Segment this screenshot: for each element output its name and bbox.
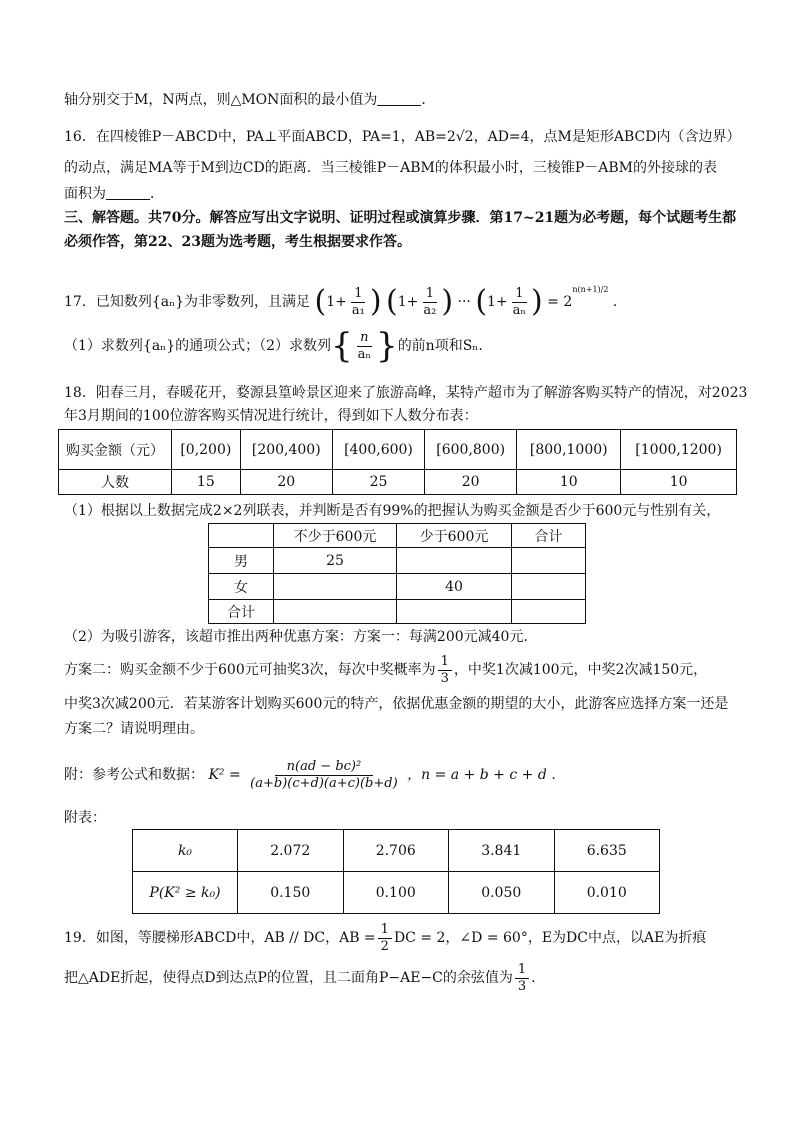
problem-18-q1: （1）根据以上数据完成2×2列联表，并判断是否有99%的把握认为购买金额是否少于600元与性别有关， — [64, 503, 721, 519]
table-row: 女 40 — [209, 574, 586, 600]
critical-value-table — [132, 829, 660, 914]
contingency-table — [208, 523, 586, 624]
table-row: 男 25 — [209, 548, 586, 574]
fraction: $\frac{1}{\text{a₁}}$ — [351, 285, 365, 318]
problem-19-line-2: 把△ADE折起，使得点D到达点P的位置，且二面角P−AE−C的余弦值为 $\frac{1}{3}$ . — [64, 961, 536, 994]
problem-18-line-1: 18．阳春三月，春暖花开，婺源县篁岭景区迎来了旅游高峰，某特产超市为了解游客购买特产的情况，对2023 — [64, 385, 748, 401]
fraction: $\frac{1}{3}$ — [515, 962, 529, 995]
appendix-table-label: 附表： — [64, 810, 106, 826]
problem-18-line-2: 年3月期间的100位游客购买情况进行统计，得到如下人数分布表： — [64, 408, 478, 424]
problem-18-plan2-line-3: 方案二？请说明理由。 — [64, 721, 204, 737]
table-row: 不少于600元 少于600元 合计 — [209, 524, 586, 548]
reference-formula: 附：参考公式和数据： K² = $\frac{\text{n(ad − bc)²}}{(a+b)(c+d)(a+c)(b+d)}$ ，n = a + b + c + d ． — [64, 758, 566, 791]
fraction: $\frac{1}{\text{aₙ}}$ — [512, 285, 527, 318]
answer-blank[interactable] — [377, 91, 421, 106]
fraction: $\frac{1}{3}$ — [438, 654, 452, 687]
purchase-distribution-table — [58, 429, 737, 495]
problem-16-line-2: 的动点，满足MA等于M到边CD的距离．当三棱锥P－ABM的体积最小时，三棱锥P－ABM的外接球的表 — [64, 160, 718, 176]
fraction: $\frac{1}{2}$ — [378, 922, 392, 955]
table-row: k₀ 2.072 2.706 3.841 6.635 — [133, 830, 660, 872]
problem-16-line-3: 面积为 ． — [64, 186, 164, 202]
fraction: $\frac{\text{n(ad − bc)²}}{(a+b)(c+d)(a+c)(b+d)}$ — [250, 758, 398, 791]
problem-16-line-1: 16．在四棱锥P－ABCD中，PA⊥平面ABCD，PA=1，AB=2√2，AD=4，点M是矩形ABCD内（含边界） — [64, 129, 741, 145]
table-row: 人数 15 20 25 20 10 10 — [59, 470, 737, 495]
problem-15-tail: 轴分别交于M，N两点，则△MON面积的最小值为 ． — [64, 92, 436, 108]
table-row: P(K² ≥ k₀) 0.150 0.100 0.050 0.010 — [133, 872, 660, 914]
answer-blank[interactable] — [106, 185, 150, 200]
table-row: 合计 — [209, 600, 586, 624]
fraction: $\frac{n}{\text{aₙ}}$ — [357, 329, 372, 362]
problem-19-line-1: 19．如图，等腰梯形ABCD中，AB // DC，AB = $\frac{1}{2}$ DC = 2，∠D = 60°，E为DC中点，以AE为折痕 — [64, 921, 707, 954]
section-3-heading-line-1: 三、解答题。共70分。解答应写出文字说明、证明过程或演算步骤．第17~21题为必考题，每个试题考生都 — [64, 210, 737, 226]
fraction: $\frac{1}{\text{a₂}}$ — [423, 285, 437, 318]
problem-17-statement: 17．已知数列{aₙ}为非零数列，且满足 (1+ $\frac{1}{\text{a₁}}$ ) (1+ $\frac{1}{\text{a₂}}$ ) ··· (1+ $\frac{1}{\text{aₙ}}$ ) = $2^{n(n+1)/2}$ . — [64, 284, 618, 319]
problem-18-plan2-line-2: 中奖3次减200元．若某游客计划购买600元的特产，依据优惠金额的期望的大小，此游客应选择方案一还是 — [64, 696, 729, 712]
problem-18-plan2-line-1: 方案二：购买金额不少于600元可抽奖3次，每次中奖概率为 $\frac{1}{3}$ ，中奖1次减100元，中奖2次减150元， — [64, 653, 708, 686]
section-3-heading-line-2: 必须作答，第22、23题为选考题，考生根据要求作答。 — [64, 234, 411, 250]
problem-17-questions: （1）求数列{aₙ}的通项公式；（2）求数列{ $\frac{n}{\text{aₙ}}$ }的前n项和Sₙ． — [64, 326, 493, 366]
table-row: 购买金额（元） [0,200) [200,400) [400,600) [600,800) [800,1000) [1000,1200) — [59, 430, 737, 470]
problem-18-q2: （2）为吸引游客，该超市推出两种优惠方案：方案一：每满200元减40元． — [64, 629, 538, 645]
